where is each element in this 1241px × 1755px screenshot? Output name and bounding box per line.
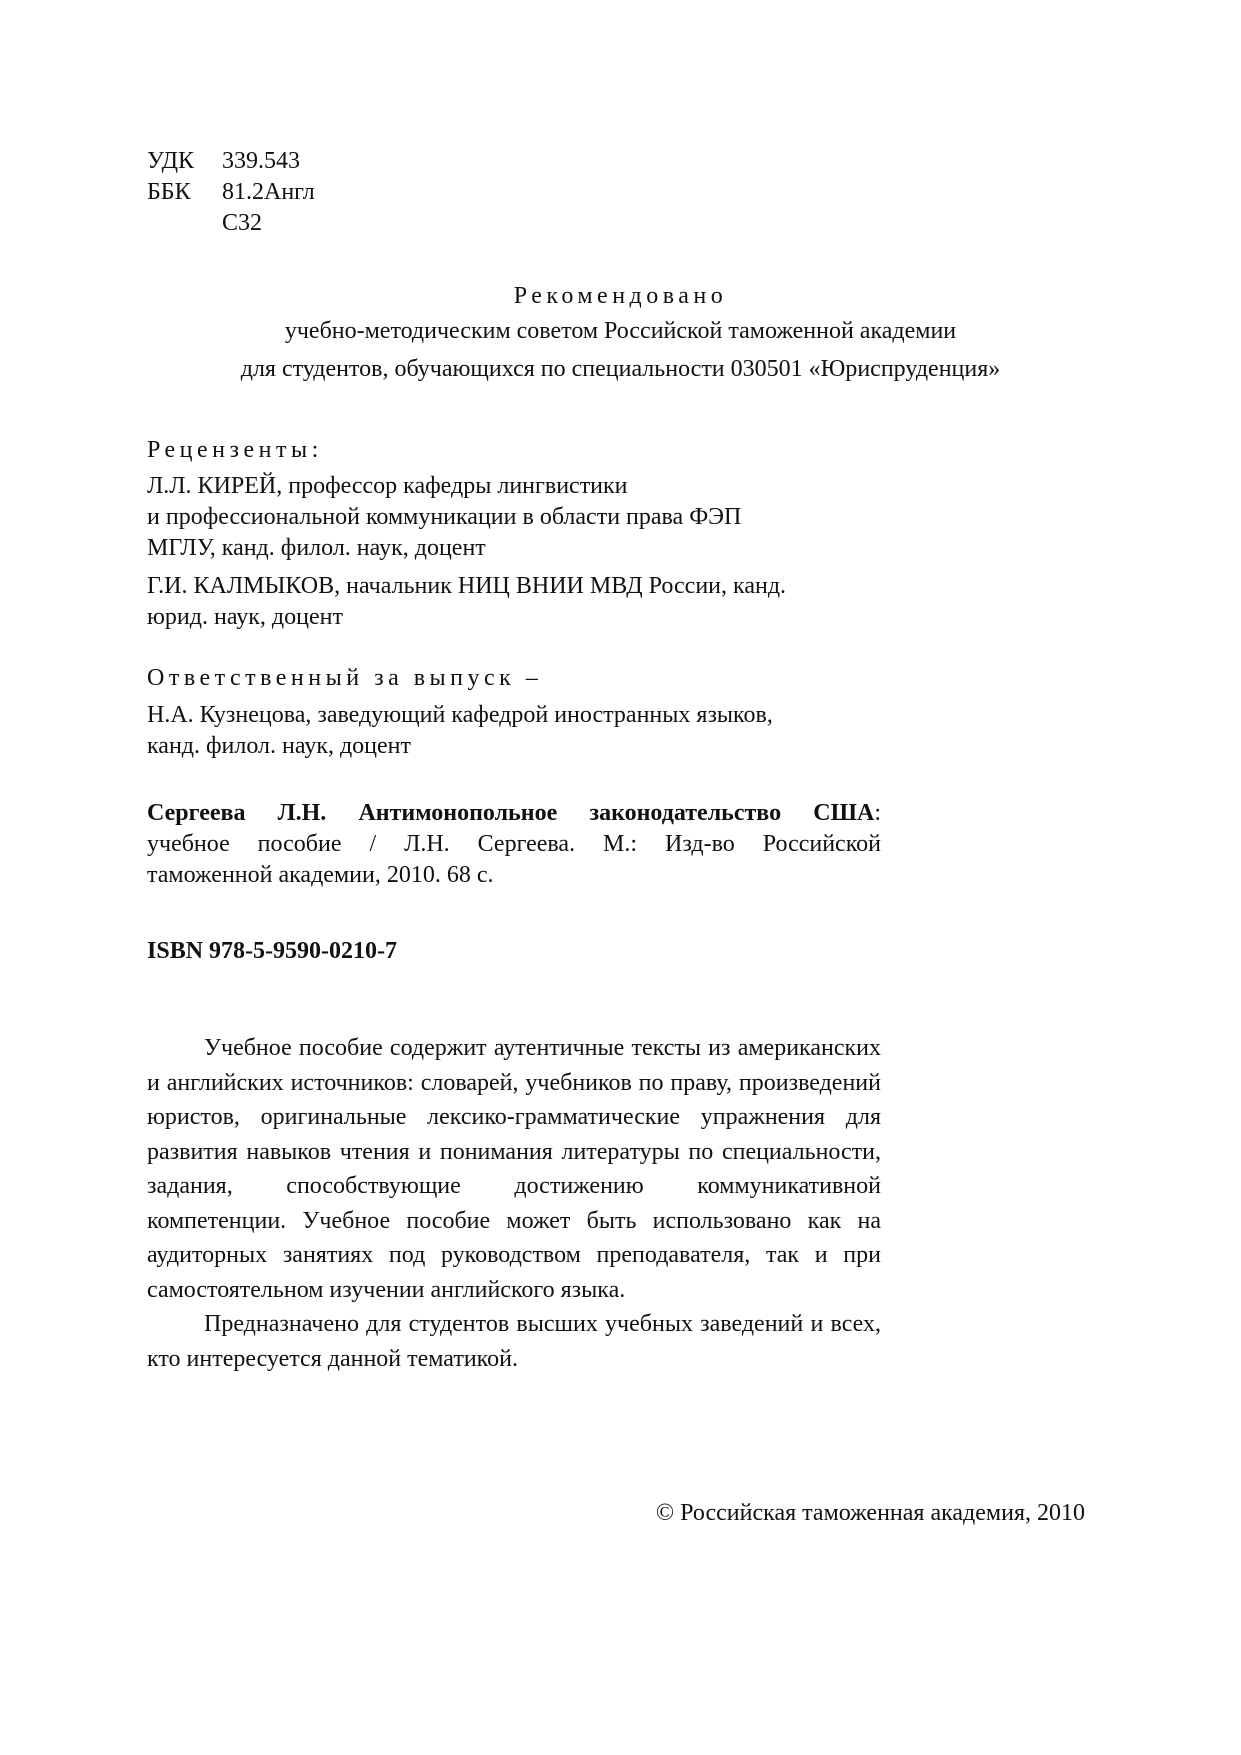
recommended-line-1: учебно-методическим советом Российской таможенной академии xyxy=(284,318,957,344)
recommended-title: Рекомендовано xyxy=(513,283,728,309)
book-title-bold: Сергеева Л.Н. Антимонопольное законодательство США xyxy=(147,800,875,826)
annotation xyxy=(147,1031,881,1376)
author-mark: С32 xyxy=(222,210,263,236)
udk-label: УДК xyxy=(147,148,194,174)
bbk-label: ББК xyxy=(147,179,191,205)
copyright: © Российская таможенная академия, 2010 xyxy=(655,1500,1085,1526)
isbn: ISBN 978-5-9590-0210-7 xyxy=(147,938,397,964)
reviewer-2-line-2: юрид. наук, доцент xyxy=(147,604,343,630)
reviewer-1-line-2: и профессиональной коммуникации в области права ФЭП xyxy=(147,504,742,530)
reviewer-2-line-1: Г.И. КАЛМЫКОВ, начальник НИЦ ВНИИ МВД России, канд. xyxy=(147,573,787,599)
reviewer-1-line-3: МГЛУ, канд. филол. наук, доцент xyxy=(147,535,486,561)
responsible-line-2: канд. филол. наук, доцент xyxy=(147,733,412,759)
bibliographic-line-3: таможенной академии, 2010. 68 с. xyxy=(147,862,494,888)
recommended-line-2: для студентов, обучающихся по специальности 030501 «Юриспруденция» xyxy=(240,356,1001,382)
responsible-line-1: Н.А. Кузнецова, заведующий кафедрой иностранных языков, xyxy=(147,702,773,728)
title-colon: : xyxy=(874,800,881,826)
annotation-paragraph-1: Учебное пособие содержит аутентичные тексты из американских и английских источников: словарей, учебников по праву, произведений юристов, оригинальные лексико-грамматические упражнения для развития навыков чтения и понимания литературы по специальности, задания, способствующие достижению коммуникативной компетенции. Учебное пособие может быть использовано как на аудиторных занятиях под руководством преподавателя, так и при самостоятельном изучении английского языка. xyxy=(147,1035,881,1303)
bibliographic-line-2: учебное пособие / Л.Н. Сергеева. М.: Изд-во Российской xyxy=(147,831,881,857)
bibliographic-title xyxy=(147,800,881,827)
annotation-paragraph-2: Предназначено для студентов высших учебных заведений и всех, кто интересуется данной тематикой. xyxy=(147,1311,881,1372)
reviewers-heading: Рецензенты: xyxy=(147,437,323,463)
reviewer-1-line-1: Л.Л. КИРЕЙ, профессор кафедры лингвистики xyxy=(147,473,628,499)
bbk-value: 81.2Англ xyxy=(222,179,315,205)
udk-value: 339.543 xyxy=(222,148,300,174)
responsible-heading: Ответственный за выпуск – xyxy=(147,665,543,691)
